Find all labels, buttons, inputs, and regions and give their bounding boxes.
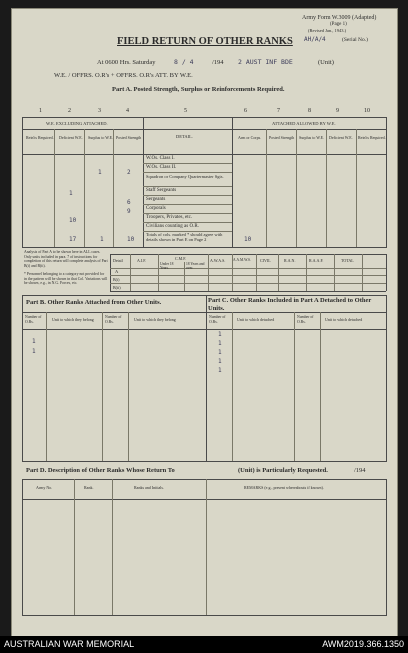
col-num-4: 4	[126, 108, 129, 114]
part-a-value: 10	[244, 236, 252, 243]
part-b-value: 1	[32, 338, 36, 345]
analysis-over18: 18 Years and over.	[186, 262, 205, 270]
part-a-value: 6	[127, 199, 131, 206]
part-d-title2: (Unit) is Particularly Requested.	[238, 467, 328, 474]
header-c2: Deficient W.E.	[59, 135, 83, 140]
header-c6: Arm or Corps.	[238, 135, 262, 140]
part-c-value: 1	[218, 358, 222, 365]
part-a-value: 1	[69, 190, 73, 197]
part-d-date: /194	[354, 467, 366, 474]
col-num-1: 1	[39, 108, 42, 114]
part-c-value: 1	[218, 340, 222, 347]
part-c-col2: Unit to which detached	[237, 317, 275, 322]
analysis-row-a: A	[115, 269, 119, 274]
col-num-3: 3	[98, 108, 101, 114]
part-b-col4: Unit to which they belong	[134, 317, 176, 322]
revised-label: (Revised Jan., 1943.)	[308, 28, 347, 33]
header-detail: DETAIL.	[176, 134, 194, 139]
part-b-title: Part B. Other Ranks Attached from Other Units.	[26, 299, 162, 306]
page-label: (Page 1)	[330, 22, 347, 27]
caption-right: AWM2019.366.1350	[322, 639, 404, 649]
part-c-value: 1	[218, 349, 222, 356]
analysis-note2: * Personnel belonging to a category not provided for in the pattern will be shown in that Col. Variations will be shown, e.g., in N.G. Forces, etc.	[24, 272, 108, 286]
header-c1: Rein'ts Required.	[26, 135, 54, 140]
part-b-col2: Unit to which they belong	[52, 317, 94, 322]
part-d-col1: Army No.	[36, 485, 53, 490]
header-c3: Surplus to W.E.	[88, 135, 114, 140]
detail-row-5: Sergeants	[146, 197, 166, 202]
part-c-col1: Number of O.Rs.	[209, 315, 226, 324]
detail-row-6: Corporals	[146, 206, 166, 211]
header-c9: Deficient W.E.	[329, 135, 353, 140]
part-d-col4: REMARKS (e.g., present whereabouts if known).	[244, 485, 324, 490]
part-c-title: Part C. Other Ranks Included in Part A Detached to Other Units.	[208, 297, 372, 312]
header-we-excl: W.E. EXCLUDING ATTACHED.	[46, 121, 108, 126]
form-sheet	[11, 8, 398, 638]
archive-caption-bar	[0, 636, 408, 653]
col-num-8: 8	[308, 108, 311, 114]
part-c-value: 1	[218, 367, 222, 374]
part-a-value: 2	[127, 169, 131, 176]
analysis-total: TOTAL	[341, 258, 354, 263]
detail-row-1: W.Os. Class I.	[146, 156, 175, 161]
time-line: At 0600 Hrs. Saturday	[97, 59, 156, 66]
detail-row-9: Totals of cols. marked * should agree with details shown in Part E on Page 2	[146, 232, 223, 242]
part-b-col1: Number of O.Rs.	[25, 315, 42, 324]
analysis-cmf: C.M.F.	[175, 256, 187, 261]
analysis-awas: A.W.A.S.	[210, 258, 226, 263]
detail-row-8: Civilians counting as O.R.	[146, 224, 199, 229]
part-c-col3: Number of O.Rs.	[297, 315, 314, 324]
part-b-value: 1	[32, 348, 36, 355]
analysis-row-bii: B(ii)	[113, 285, 121, 290]
unit-typed: 2 AUST INF BDE	[238, 58, 293, 66]
header-c8: Surplus to W.E.	[299, 135, 325, 140]
part-d-col2: Rank.	[84, 485, 94, 490]
col-num-10: 10	[364, 108, 370, 114]
part-c-col4: Unit to which detached	[325, 317, 363, 322]
date-typed: 8 / 4	[174, 58, 194, 66]
col-num-7: 7	[277, 108, 280, 114]
year-label: /194	[212, 59, 224, 66]
col-num-2: 2	[68, 108, 71, 114]
form-title: FIELD RETURN OF OTHER RANKS	[117, 36, 293, 47]
part-d-title: Part D. Description of Other Ranks Whose Return To	[26, 467, 175, 474]
header-c7: Posted Strength	[269, 135, 295, 140]
header-attached: ATTACHED ALLOWED BY W.E.	[272, 121, 336, 126]
serial-label: (Serial No.)	[342, 37, 368, 43]
part-c-value: 1	[218, 331, 222, 338]
part-a-value: 9	[127, 208, 131, 215]
header-c10: Rein'ts Required.	[358, 135, 386, 140]
part-a-value: 10	[127, 236, 135, 243]
analysis-note: Analysis of Part A to be shown here in ALL cases. Only units included in para. 7 of instructions for completion of this return will complete analysis of Part B(i) and B(ii).	[24, 250, 108, 268]
detail-row-3: Squadron or Company Quartermaster Sgts.	[146, 174, 224, 179]
analysis-aif: A.I.F.	[137, 258, 147, 263]
detail-row-2: W.Os. Class II.	[146, 165, 177, 170]
part-a-title: Part A. Posted Strength, Surplus or Reinforcements Required.	[112, 86, 285, 93]
analysis-aamws: A.A.M.W.S.	[233, 258, 251, 262]
analysis-detail: Detail	[113, 258, 123, 263]
detail-row-7: Troopers, Privates, etc.	[146, 215, 193, 220]
header-c4: Posted Strength	[116, 135, 142, 140]
serial-typed: AH/A/4	[304, 36, 326, 43]
we-line: W.E. / OFFRS. O.R's + OFFRS. O.R's ATT. BY W.E.	[54, 72, 193, 79]
analysis-under18: Under 18 Years.	[160, 262, 174, 270]
part-b-col3: Number of O.Rs.	[105, 315, 122, 324]
part-a-value: 1	[100, 236, 104, 243]
analysis-ran: R.A.N.	[284, 258, 296, 263]
analysis-row-bi: B(i)	[113, 277, 120, 282]
analysis-civil: CIVIL	[260, 258, 271, 263]
part-a-value: 1	[98, 169, 102, 176]
part-a-value: 17	[69, 236, 77, 243]
col-num-5: 5	[184, 108, 187, 114]
col-num-9: 9	[336, 108, 339, 114]
detail-row-4: Staff Sergeants	[146, 188, 177, 193]
unit-label: (Unit)	[318, 59, 334, 66]
part-d-col3: Ranks and Initials.	[134, 485, 164, 490]
analysis-raaf: R.A.A.F.	[309, 258, 324, 263]
col-num-6: 6	[244, 108, 247, 114]
part-a-value: 10	[69, 217, 77, 224]
caption-left: AUSTRALIAN WAR MEMORIAL	[4, 639, 135, 649]
army-form-label: Army Form W.3009 (Adapted)	[302, 15, 377, 21]
